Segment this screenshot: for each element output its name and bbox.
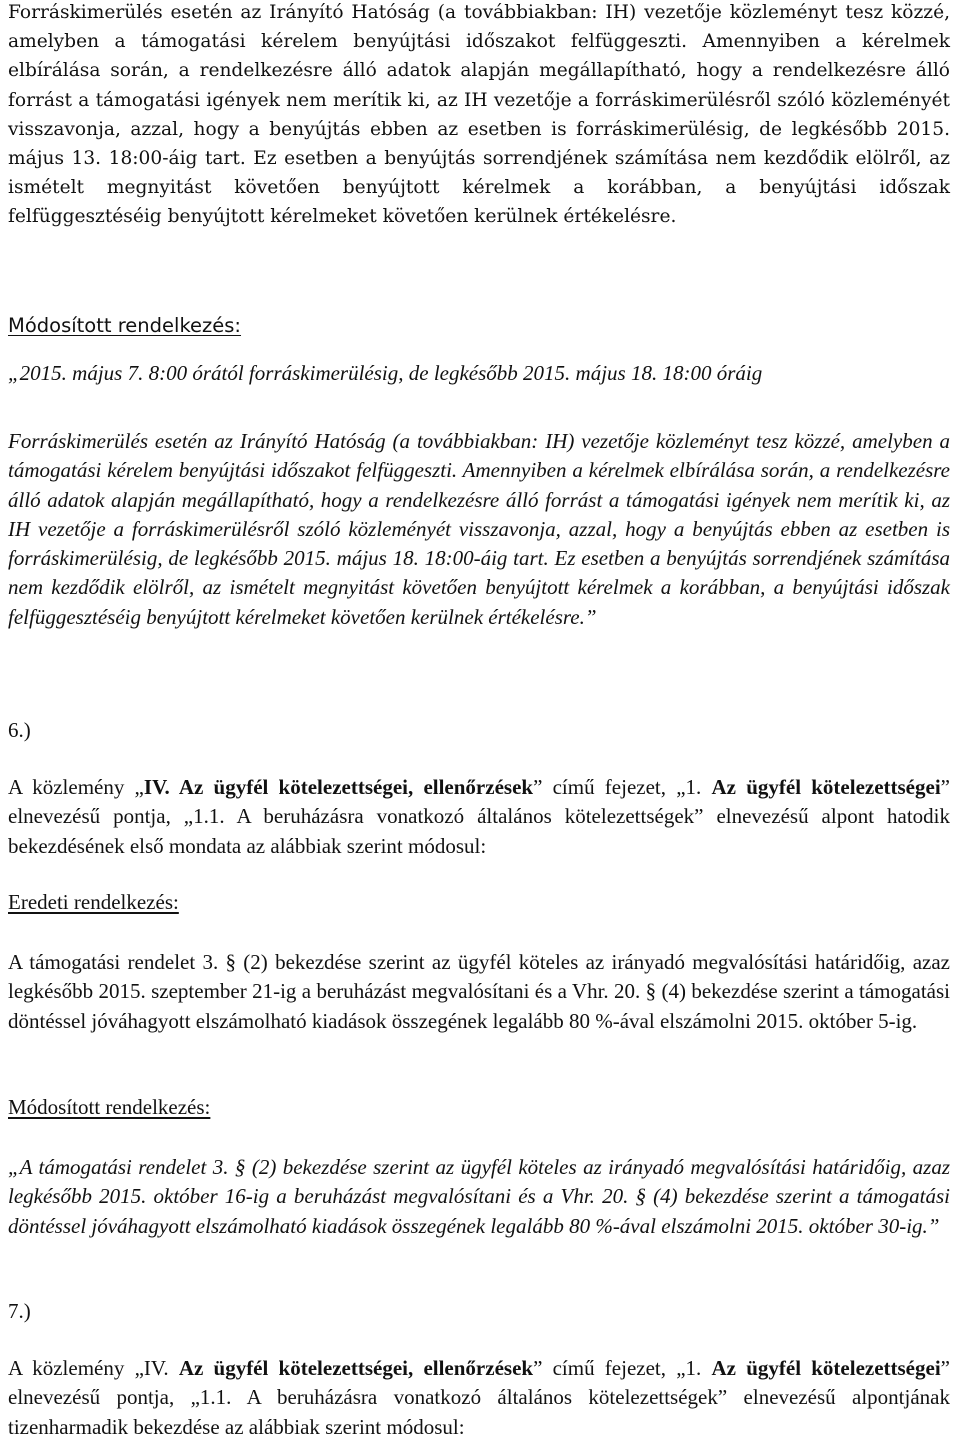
paragraph-modified-deadline: Forráskimerülés esetén az Irányító Hatóság (a továbbiakban: IH) vezetője közleményt tesz közzé, amelyben a támogatási kérelem benyújtási időszakot felfüggeszti. Amennyiben a kérelmek elbírálása során, a rendelkezésre álló adatok alapján megállapítható, hogy a rendelkezésre álló forrást a támogatási igények nem merítik ki, az IH vezetője a forráskimerülésről szóló közleményét visszavonja, azzal, hogy a benyújtás ebben az esetben is forráskimerülésig, de legkésőbb 2015. május 18. 18:00-áig tart. Ez esetben a benyújtás sorrendjének számítása nem kezdődik elölről, az ismételt megnyitást követően benyújtott kérelmek a korábban, a benyújtási időszak felfüggesztéséig benyújtott kérelmeket követően kerülnek értékelésre.” <box>8 429 950 629</box>
quoted-modified-period: „2015. május 7. 8:00 órától forráskimerülésig, de legkésőbb 2015. május 18. 18:00 óráig <box>8 361 763 385</box>
paragraph-original-provision: A támogatási rendelet 3. § (2) bekezdése szerint az ügyfél köteles az irányadó megvalósítási határidőig, azaz legkésőbb 2015. szeptember 21-ig a beruházást megvalósítani és a Vhr. 20. § (4) bekezdése szerint a támogatási döntéssel jóváhagyott elszámolható kiadások összegének legalább 80 %-ával elszámolni 2015. október 5-ig. <box>8 950 950 1033</box>
item-7-description: A közlemény „IV. Az ügyfél kötelezettségei, ellenőrzések” című fejezet, „1. Az ügyfél kötelezettségei” elnevezésű pontja, „1.1. A beruházásra vonatkozó általános kötelezettségek” elnevezésű alpontjának tizenharmadik bekezdése az alábbiak szerint módosul: <box>8 1356 950 1439</box>
item-7-chapter-title: Az ügyfél kötelezettségei, ellenőrzések <box>178 1356 534 1380</box>
paragraph-original-deadline: Forráskimerülés esetén az Irányító Hatóság (a továbbiakban: IH) vezetője közleményt tesz közzé, amelyben a támogatási kérelem benyújtási időszakot felfüggeszti. Amennyiben a kérelmek elbírálása során, a rendelkezésre álló adatok alapján megállapítható, hogy a rendelkezésre álló forrást a támogatási igények nem merítik ki, az IH vezetője a forráskimerülésről szóló közleményét visszavonja, azzal, hogy a benyújtás ebben az esetben is forráskimerülésig, de legkésőbb 2015. május 13. 18:00-áig tart. Ez esetben a benyújtás sorrendjének számítása nem kezdődik elölről, az ismételt megnyitást követően benyújtott kérelmek a korábban, a benyújtási időszak felfüggesztéséig benyújtott kérelmeket követően kerülnek értékelésre. <box>8 2 950 228</box>
item-6-description: A közlemény „IV. Az ügyfél kötelezettségei, ellenőrzések” című fejezet, „1. Az ügyfél kötelezettségei” elnevezésű pontja, „1.1. A beruházásra vonatkozó általános kötelezettségek” elnevezésű alpont hatodik bekezdésének első mondata az alábbiak szerint módosul: <box>8 775 950 858</box>
item-number-6: 6.) <box>8 718 31 742</box>
heading-modified-provision-1: Módosított rendelkezés: <box>8 314 242 337</box>
heading-original-provision: Eredeti rendelkezés: <box>8 890 179 914</box>
item-number-7: 7.) <box>8 1299 31 1323</box>
heading-modified-provision-2: Módosított rendelkezés: <box>8 1095 211 1119</box>
item-7-point-title: Az ügyfél kötelezettségei <box>711 1356 941 1380</box>
item-6-point-title: Az ügyfél kötelezettségei <box>711 775 941 799</box>
item-6-chapter-title: IV. Az ügyfél kötelezettségei, ellenőrzések <box>143 775 534 799</box>
paragraph-modified-provision: „A támogatási rendelet 3. § (2) bekezdése szerint az ügyfél köteles az irányadó megvalósítási határidőig, azaz legkésőbb 2015. október 16-ig a beruházást megvalósítani és a Vhr. 20. § (4) bekezdése szerint a támogatási döntéssel jóváhagyott elszámolható kiadások összegének legalább 80 %-ával elszámolni 2015. október 30-ig.” <box>8 1155 950 1238</box>
